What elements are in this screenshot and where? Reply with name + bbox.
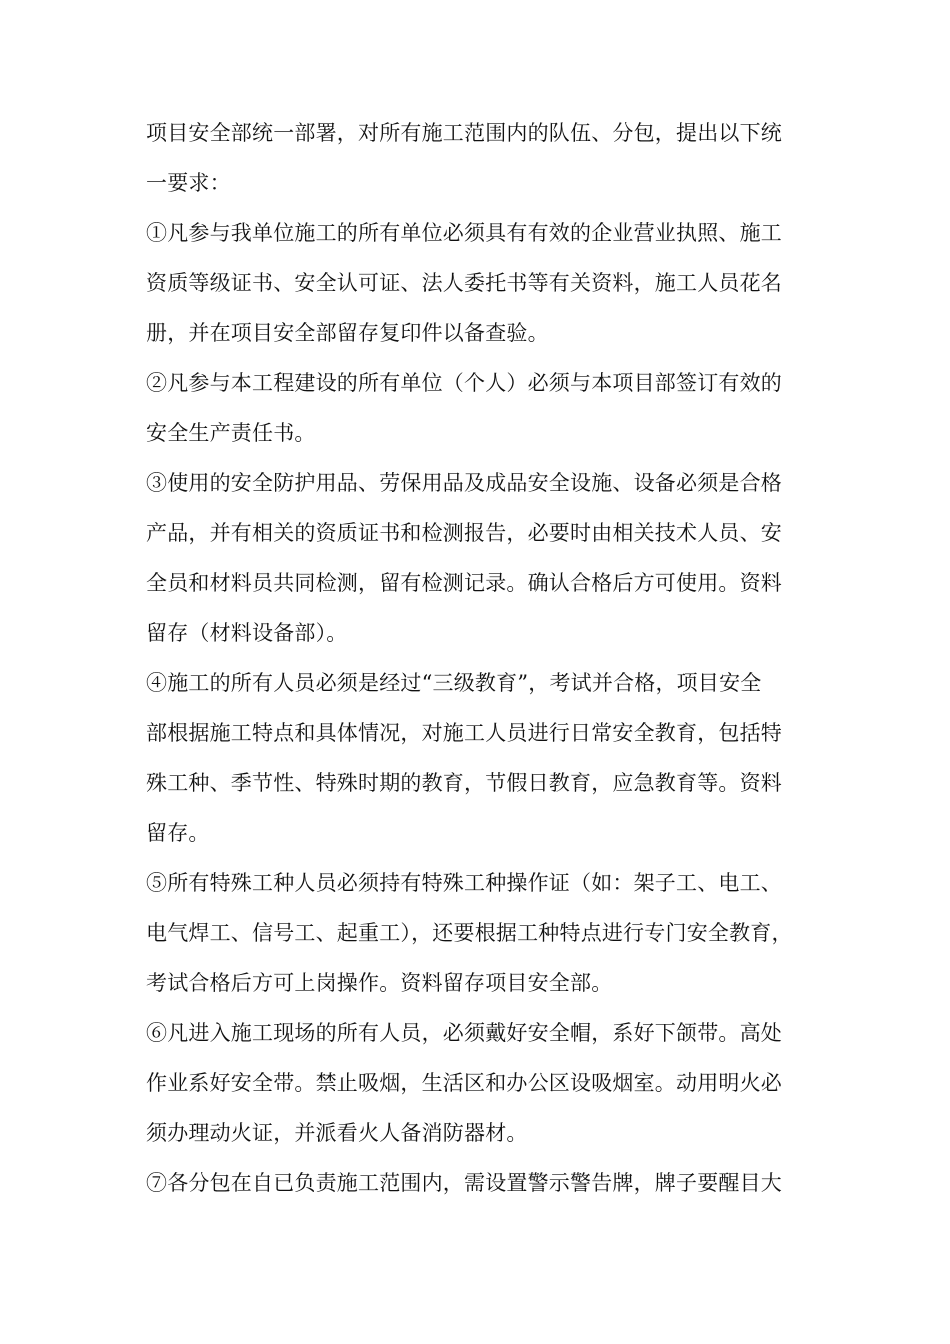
text-line: 殊工种、季节性、特殊时期的教育，节假日教育，应急教育等。资料 <box>146 771 782 795</box>
text-line: ①凡参与我单位施工的所有单位必须具有有效的企业营业执照、施工 <box>146 221 782 245</box>
text-line: 产品，并有相关的资质证书和检测报告，必要时由相关技术人员、安 <box>146 521 782 545</box>
text-line: 电气焊工、信号工、起重工），还要根据工种特点进行专门安全教育， <box>146 921 793 945</box>
text-line: 考试合格后方可上岗操作。资料留存项目安全部。 <box>146 971 613 995</box>
text-line: 安全生产责任书。 <box>146 421 316 445</box>
text-line: 项目安全部统一部署，对所有施工范围内的队伍、分包，提出以下统 <box>146 121 782 145</box>
text-line: 册，并在项目安全部留存复印件以备查验。 <box>146 321 549 345</box>
text-line: 全员和材料员共同检测，留有检测记录。确认合格后方可使用。资料 <box>146 571 782 595</box>
text-line: ⑥凡进入施工现场的所有人员，必须戴好安全帽，系好下颌带。高处 <box>146 1021 782 1045</box>
text-line: 作业系好安全带。禁止吸烟，生活区和办公区设吸烟室。动用明火必 <box>146 1071 782 1095</box>
text-line: 留存。 <box>146 821 210 845</box>
text-line: ④施工的所有人员必须是经过“三级教育”，考试并合格，项目安全 <box>146 671 762 695</box>
text-line: 留存（材料设备部）。 <box>146 621 348 645</box>
text-line: 须办理动火证，并派看火人备消防器材。 <box>146 1121 528 1145</box>
text-line: 部根据施工特点和具体情况，对施工人员进行日常安全教育，包括特 <box>146 721 782 745</box>
document-body <box>146 108 808 1208</box>
text-line: ②凡参与本工程建设的所有单位（个人）必须与本项目部签订有效的 <box>146 371 782 395</box>
text-line: ⑤所有特殊工种人员必须持有特殊工种操作证（如：架子工、电工、 <box>146 871 782 895</box>
text-line: ⑦各分包在自已负责施工范围内，需设置警示警告牌，牌子要醒目大 <box>146 1171 782 1195</box>
text-line: 一要求： <box>146 171 231 195</box>
text-line: ③使用的安全防护用品、劳保用品及成品安全设施、设备必须是合格 <box>146 471 782 495</box>
text-line: 资质等级证书、安全认可证、法人委托书等有关资料，施工人员花名 <box>146 271 782 295</box>
